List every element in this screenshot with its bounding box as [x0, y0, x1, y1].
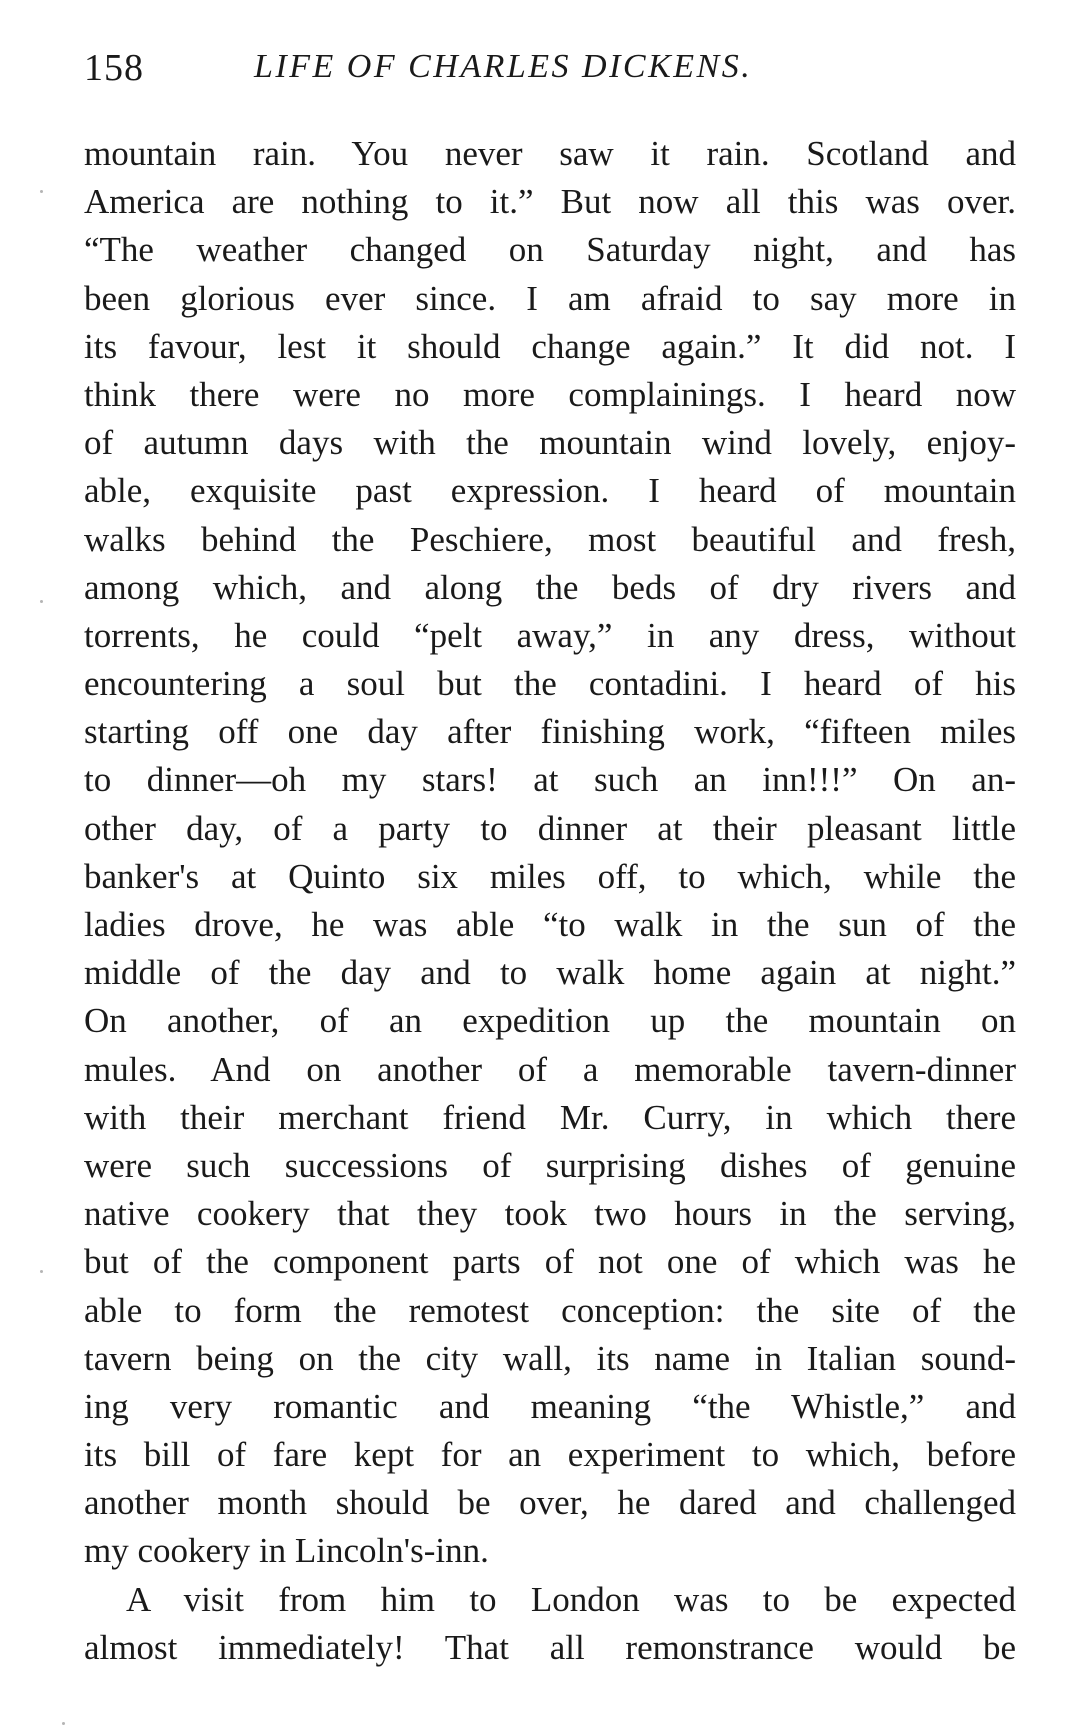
text-line: ing very romantic and meaning “the Whistle,” and: [84, 1386, 1016, 1426]
text-line: tavern being on the city wall, its name in Italian sound-: [84, 1338, 1016, 1378]
page-number: 158: [84, 47, 144, 89]
paper-speck: [62, 1722, 65, 1725]
text-line: been glorious ever since. I am afraid to say more in: [84, 278, 1016, 318]
text-line: ladies drove, he was able “to walk in the sun of the: [84, 905, 1016, 944]
paper-speck: [40, 1270, 43, 1273]
text-line: of autumn days with the mountain wind lovely, enjoy-: [84, 423, 1016, 463]
text-line: among which, and along the beds of dry rivers and: [84, 567, 1016, 607]
paragraph-1: [84, 130, 1016, 1576]
text-line: native cookery that they took two hours in the serving,: [84, 1194, 1016, 1234]
text-line: “The weather changed on Saturday night, and has: [84, 230, 1016, 270]
page-header: [84, 44, 1020, 104]
paper-speck: [40, 190, 43, 193]
text-line: starting off one day after finishing work, “fifteen miles: [84, 712, 1016, 752]
text-line: to dinner—oh my stars! at such an inn!!!” On an-: [84, 760, 1016, 800]
text-line: were such successions of surprising dishes of genuine: [84, 1145, 1016, 1185]
text-line: my cookery in Lincoln's-inn.: [84, 1531, 489, 1571]
text-line: able to form the remotest conception: the site of the: [84, 1290, 1016, 1330]
text-line: torrents, he could “pelt away,” in any dress, without: [84, 615, 1016, 655]
body-text: [84, 130, 1016, 1672]
text-line: America are nothing to it.” But now all this was over.: [84, 182, 1016, 222]
text-line: with their merchant friend Mr. Curry, in which there: [84, 1097, 1016, 1137]
text-line: another month should be over, he dared and challenged: [84, 1483, 1016, 1523]
text-line: its bill of fare kept for an experiment to which, before: [84, 1435, 1016, 1475]
text-line: other day, of a party to dinner at their pleasant little: [84, 808, 1016, 848]
text-line: banker's at Quinto six miles off, to which, while the: [84, 856, 1016, 896]
text-line: walks behind the Peschiere, most beautiful and fresh,: [84, 519, 1016, 559]
paragraph-2: [84, 1576, 1016, 1672]
paper-speck: [40, 600, 43, 603]
text-line: encountering a soul but the contadini. I heard of his: [84, 664, 1016, 704]
text-line: think there were no more complainings. I heard now: [84, 374, 1016, 414]
text-line: middle of the day and to walk home again at night.”: [84, 953, 1016, 993]
running-title: LIFE OF CHARLES DICKENS.: [254, 48, 753, 85]
text-line: its favour, lest it should change again.” It did not. I: [84, 326, 1016, 366]
text-line: able, exquisite past expression. I heard of mountain: [84, 471, 1016, 511]
text-line: almost immediately! That all remonstrance would be: [84, 1627, 1016, 1667]
text-line: but of the component parts of not one of which was he: [84, 1242, 1016, 1282]
text-line: mules. And on another of a memorable tavern-dinner: [84, 1049, 1016, 1089]
text-line: On another, of an expedition up the mountain on: [84, 1001, 1016, 1041]
text-line: A visit from him to London was to be expected: [126, 1579, 1016, 1619]
text-line: mountain rain. You never saw it rain. Scotland and: [84, 134, 1016, 173]
